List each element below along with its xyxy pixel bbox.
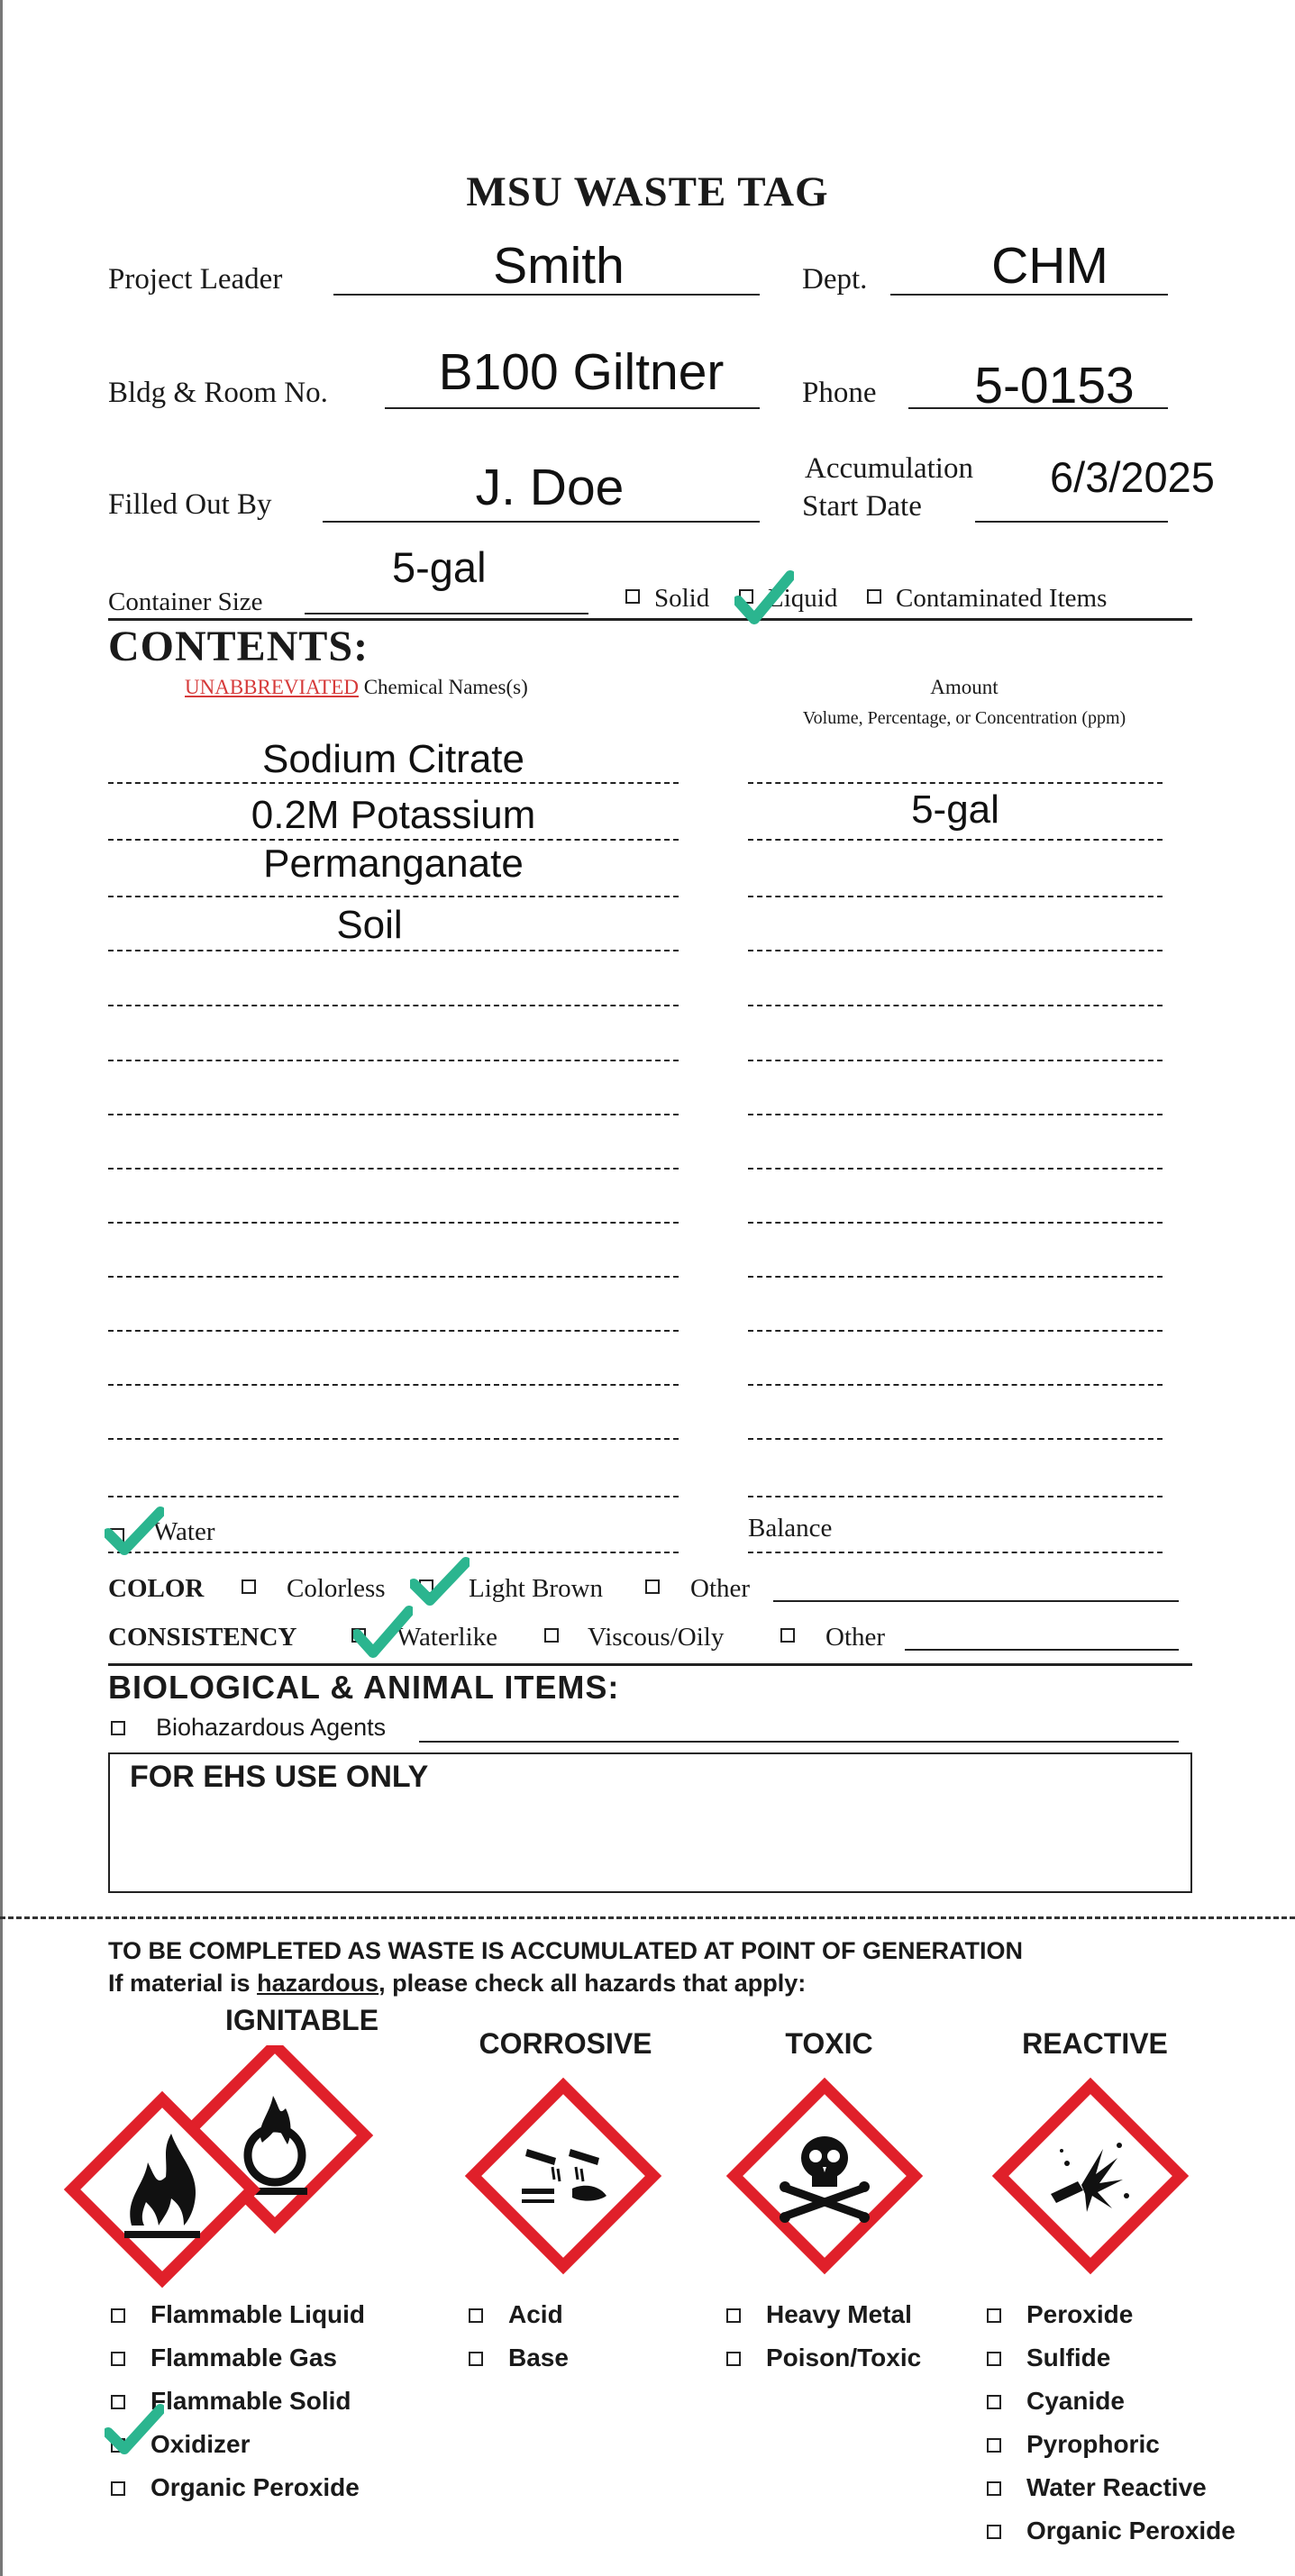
base-label: Base [508,2344,569,2371]
container-size-line [305,613,588,614]
flammable-gas-label: Flammable Gas [150,2344,337,2371]
liquid-checkmark-icon [734,570,794,626]
heavy-metal-label: Heavy Metal [766,2300,912,2328]
bldg-room-label: Bldg & Room No. [108,377,328,409]
amount-line[interactable] [748,1222,1163,1224]
amount-line[interactable] [748,1005,1163,1006]
phone-field[interactable]: 5-0153 [974,357,1135,414]
toxic-title: TOXIC [785,2027,873,2060]
amount-subheader: Volume, Percentage, or Concentration (ppm) [802,708,1126,728]
pyrophoric-checkbox[interactable] [987,2438,1001,2453]
contaminated-label: Contaminated Items [896,584,1108,613]
waterlike-checkmark-icon [353,1606,413,1660]
flammable-liquid-label: Flammable Liquid [150,2300,366,2328]
chemical-name-line[interactable] [108,1384,679,1386]
consistency-other-label: Other [825,1623,886,1652]
amount-line[interactable] [748,1438,1163,1440]
poison-toxic-label: Poison/Toxic [766,2344,922,2371]
consistency-other-line[interactable] [905,1649,1179,1651]
chemical-name-line[interactable] [108,1005,679,1006]
container-size-label: Container Size [108,587,263,616]
chemical-name-line[interactable] [108,950,679,951]
acid-checkbox[interactable] [469,2308,483,2323]
contaminated-checkbox[interactable] [867,589,881,604]
start-date-field[interactable]: 6/3/2025 [1050,453,1215,501]
bldg-room-line [385,407,760,409]
skull-crossbones-icon [734,2086,915,2266]
filled-by-line [323,521,760,523]
chemical-name-line[interactable] [108,1276,679,1278]
flammable-gas-checkbox[interactable] [111,2352,125,2366]
peroxide-checkbox[interactable] [987,2308,1001,2323]
ehs-box [108,1752,1192,1893]
color-other-label: Other [690,1574,751,1603]
amount-line[interactable] [748,782,1163,784]
flammable-solid-label: Flammable Solid [150,2387,351,2415]
dept-field[interactable]: CHM [991,237,1108,295]
phone-label: Phone [802,377,877,409]
chemical-name-3[interactable]: Permanganate [263,842,524,886]
reactive-title: REACTIVE [1022,2027,1168,2060]
page-edge [0,0,3,2576]
amount-line[interactable] [748,950,1163,951]
oxidizer-checkmark-icon [105,2404,164,2456]
chemical-name-line[interactable] [108,896,679,897]
container-size-field[interactable]: 5-gal [392,543,487,591]
consistency-label: CONSISTENCY [108,1623,297,1652]
chemical-names-label: Chemical Names(s) [358,676,528,698]
colorless-label: Colorless [287,1574,386,1603]
ignitable-title: IGNITABLE [224,2004,379,2036]
water-reactive-checkbox[interactable] [987,2481,1001,2496]
bldg-room-field[interactable]: B100 Giltner [438,343,725,401]
color-other-checkbox[interactable] [645,1579,660,1594]
poison-toxic-checkbox[interactable] [726,2352,741,2366]
heavy-metal-checkbox[interactable] [726,2308,741,2323]
consistency-divider [108,1663,1192,1666]
base-checkbox[interactable] [469,2352,483,2366]
hazard-instruction-1: TO BE COMPLETED AS WASTE IS ACCUMULATED AT POINT OF GENERATION [108,1937,1024,1964]
color-label: COLOR [108,1574,205,1603]
viscous-checkbox[interactable] [544,1628,559,1643]
amount-line[interactable] [748,896,1163,897]
chemical-name-line[interactable] [108,782,679,784]
waterlike-label: Waterlike [397,1623,497,1652]
cyanide-checkbox[interactable] [987,2395,1001,2409]
amount-2[interactable]: 5-gal [911,787,999,832]
balance-label: Balance [748,1514,833,1543]
peroxide-label: Peroxide [1026,2300,1134,2328]
cyanide-label: Cyanide [1026,2387,1125,2415]
water-reactive-label: Water Reactive [1026,2473,1207,2501]
flammable-liquid-checkbox[interactable] [111,2308,125,2323]
corrosive-title: CORROSIVE [479,2027,652,2060]
instruction-post: , please check all hazards that apply: [378,1970,807,1997]
dept-label: Dept. [802,263,868,296]
unabbreviated-label: UNABBREVIATED [185,676,359,698]
corrosion-icon [473,2086,653,2266]
chemical-name-1[interactable]: Sodium Citrate [261,737,524,781]
organic-peroxide-checkbox[interactable] [111,2481,125,2496]
solid-checkbox[interactable] [625,589,640,604]
accumulation-label: Accumulation [805,452,973,485]
chemical-name-4[interactable]: Soil [336,903,403,947]
ghs-pictograms [63,2045,1289,2289]
organic-peroxide-label: Organic Peroxide [150,2473,360,2501]
ehs-label: FOR EHS USE ONLY [130,1760,429,1794]
filled-by-label: Filled Out By [108,488,272,521]
chemical-name-line[interactable] [108,1060,679,1061]
consistency-other-checkbox[interactable] [780,1628,795,1643]
colorless-checkbox[interactable] [242,1579,256,1594]
amount-line[interactable] [748,1114,1163,1115]
sulfide-label: Sulfide [1026,2344,1111,2371]
start-date-label: Start Date [802,490,922,523]
light-brown-label: Light Brown [469,1574,604,1603]
cut-line [0,1916,1295,1919]
amount-line[interactable] [748,1276,1163,1278]
start-date-line [975,521,1168,523]
biological-heading: BIOLOGICAL & ANIMAL ITEMS: [108,1669,620,1706]
hazard-instruction-2 [108,1970,806,1998]
organic-peroxide-label: Organic Peroxide [1026,2517,1236,2544]
biohazard-line[interactable] [419,1741,1179,1743]
amount-line[interactable] [748,839,1163,841]
chemical-name-line[interactable] [108,1114,679,1115]
project-leader-field[interactable]: Smith [493,237,625,295]
liquid-label: Liquid [768,584,838,613]
water-line [108,1552,679,1553]
biohazard-checkbox[interactable] [111,1721,125,1735]
amount-line[interactable] [748,1060,1163,1061]
oxidizer-label: Oxidizer [150,2430,251,2458]
sulfide-checkbox[interactable] [987,2352,1001,2366]
amount-line[interactable] [748,1384,1163,1386]
water-label: Water [153,1517,215,1546]
chemical-name-line[interactable] [108,1168,679,1170]
light-brown-checkmark-icon [410,1557,470,1607]
names-header [185,676,528,699]
chemical-name-line[interactable] [108,839,679,841]
pyrophoric-label: Pyrophoric [1026,2430,1160,2458]
chemical-name-line[interactable] [108,1222,679,1224]
water-checkmark-icon [105,1506,164,1557]
instruction-pre: If material is [108,1970,258,1997]
biohazard-label: Biohazardous Agents [156,1714,387,1741]
filled-by-field[interactable]: J. Doe [475,459,625,516]
viscous-label: Viscous/Oily [588,1623,725,1652]
chemical-name-line[interactable] [108,1330,679,1332]
exploding-bomb-icon [1000,2086,1181,2266]
form-title: MSU WASTE TAG [466,168,829,215]
chemical-name-line[interactable] [108,1438,679,1440]
amount-line[interactable] [748,1168,1163,1170]
chemical-name-line[interactable] [108,1496,679,1497]
solid-label: Solid [654,584,710,613]
organic-peroxide-checkbox[interactable] [987,2525,1001,2539]
balance-line [748,1552,1163,1553]
amount-line[interactable] [748,1496,1163,1497]
color-other-line[interactable] [773,1600,1179,1602]
amount-header: Amount [930,676,999,698]
contents-heading: CONTENTS: [108,623,369,670]
project-leader-label: Project Leader [108,263,283,296]
acid-label: Acid [508,2300,563,2328]
instruction-hazardous: hazardous [257,1970,379,1997]
chemical-name-2[interactable]: 0.2M Potassium [251,793,536,837]
amount-line[interactable] [748,1330,1163,1332]
container-divider [108,618,1192,621]
